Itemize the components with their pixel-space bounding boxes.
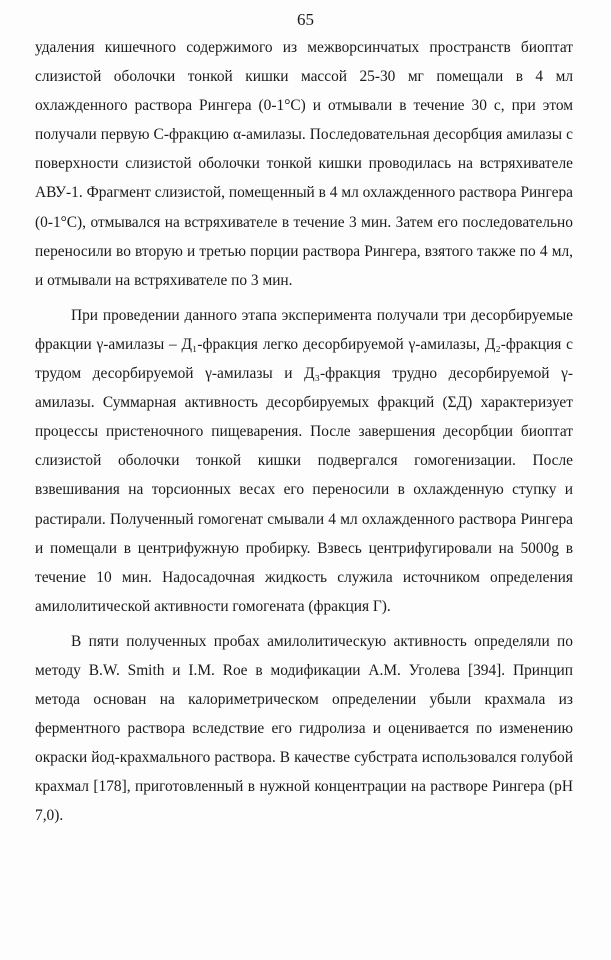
paragraph-2: При проведении данного этапа эксперимента получали три десорбируемые фракции γ-амилазы – Д₁-фракция легко десорбируемой γ-амилазы, Д₂-фракция с трудом десорбируемой γ-амилазы и Д₃-фракция трудно десорбируемой γ-амилазы. Суммарная активность десорбируемых фракций (ΣД) характеризует процессы пристеночного пищеварения. После завершения десорбции биоптат слизистой оболочки тонкой кишки подвергался гомогенизации. После взвешивания на торсионных весах его переносили в охлажденную ступку и растирали. Полученный гомогенат смывали 4 мл охлажденного раствора Рингера и помещали в центрифужную пробирку. Взвесь центрифугировали на 5000g в течение 10 мин. Надосадочная жидкость служила источником определения амилолитической активности гомогената (фракция Г).: [35, 306, 573, 615]
paragraph-3: В пяти полученных пробах амилолитическую активность определяли по методу B.W. Smith и I.M. Roe в модификации А.М. Уголева [394]. Принцип метода основан на калориметрическом определении убыли крахмала из ферментного раствора вследствие его гидролиза и оценивается по изменению окраски йод-крахмального раствора. В качестве субстрата использовался голубой крахмал [178], приготовленный в нужной концентрации на растворе Рингера (рН 7,0).: [35, 632, 573, 825]
paragraph-1: удаления кишечного содержимого из межворсинчатых пространств биоптат слизистой оболочки тонкой кишки массой 25-30 мг помещали в 4 мл охлажденного раствора Рингера (0-1°С) и отмывали в течение 30 с, при этом получали первую С-фракцию α-амилазы. Последовательная десорбция амилазы с поверхности слизистой оболочки тонкой кишки проводилась на встряхивателе АВУ-1. Фрагмент слизистой, помещенный в 4 мл охлажденного раствора Рингера (0-1°С), отмывался на встряхивателе в течение 3 мин. Затем его последовательно переносили во вторую и третью порции раствора Рингера, взятого также по 4 мл, и отмывали на встряхивателе по 3 мин.: [35, 39, 573, 289]
text-body: [35, 33, 573, 837]
page-number: 65: [297, 10, 314, 29]
